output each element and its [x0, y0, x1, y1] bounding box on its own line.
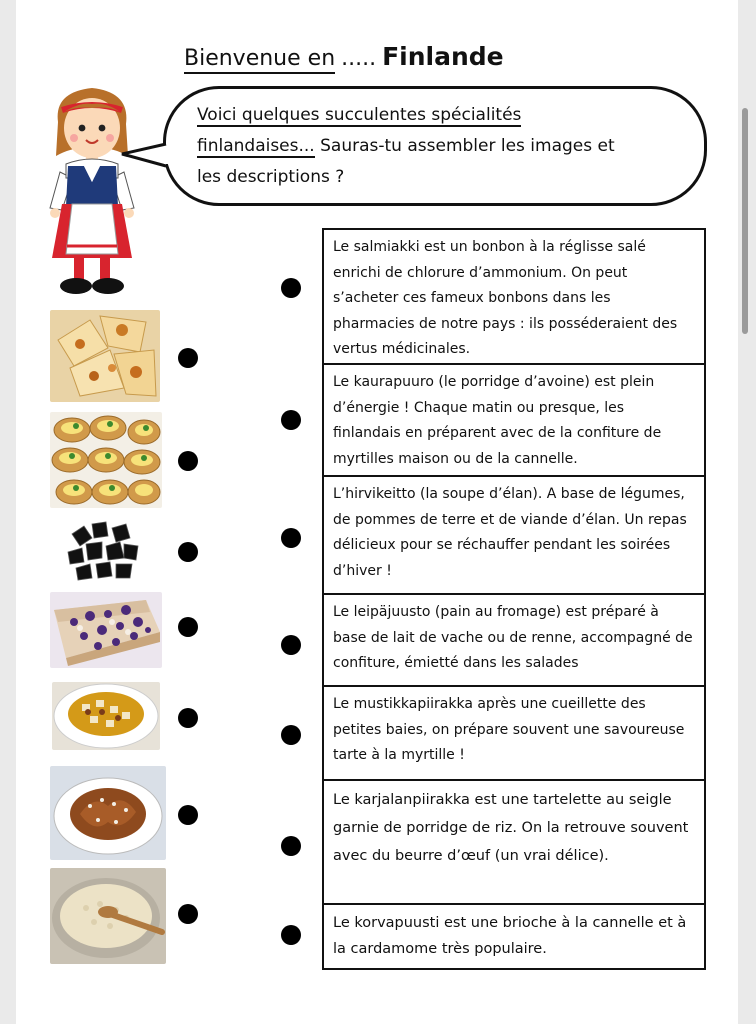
description-salmiakki: Le salmiakki est un bonbon à la réglisse salé enrichi de chlorure d’ammonium. On peut s’acheter ces fameux bonbons dans les pharmacies de notre pays : ils posséderaient des vertus médicinales. [322, 228, 706, 365]
karjalanpiirakka-photo [50, 412, 162, 508]
description-leipajuusto: Le leipäjuusto (pain au fromage) est préparé à base de lait de vache ou de renne, accompagné de confiture, émietté dans les salades [322, 593, 706, 687]
right-dot-3[interactable] [281, 528, 301, 548]
description-korvapuusti: Le korvapuusti est une brioche à la cannelle et à la cardamome très populaire. [322, 903, 706, 970]
right-dot-1[interactable] [281, 278, 301, 298]
right-dot-4[interactable] [281, 635, 301, 655]
hirvikeitto-photo [52, 682, 160, 750]
title-welcome: Bienvenue en [184, 46, 335, 74]
left-dot-2[interactable] [178, 451, 198, 471]
description-mustikkapiirakka: Le mustikkapiirakka après une cueillette des petites baies, on prépare souvent une savoureuse tarte à la myrtille ! [322, 685, 706, 781]
description-hirvikeitto: L’hirvikeitto (la soupe d’élan). A base de légumes, de pommes de terre et de viande d’élan. Un repas délicieux pour se réchauffer pendant les soirées d’hiver ! [322, 475, 706, 595]
finnish-girl-illustration [40, 82, 152, 304]
leipajuusto-photo [50, 310, 160, 402]
right-dot-6[interactable] [281, 836, 301, 856]
page-title [184, 42, 504, 71]
left-dot-6[interactable] [178, 805, 198, 825]
right-dot-5[interactable] [281, 725, 301, 745]
speech-text [197, 100, 697, 193]
korvapuusti-photo [50, 766, 166, 860]
left-dot-4[interactable] [178, 617, 198, 637]
right-dot-2[interactable] [281, 410, 301, 430]
scrollbar[interactable] [742, 108, 748, 334]
speech-line-2-rest: Sauras-tu assembler les images et [314, 136, 615, 156]
title-dots: ..... [341, 46, 377, 71]
title-country: Finlande [382, 42, 504, 71]
speech-line-2-underlined: finlandaises... [197, 136, 315, 156]
description-kaurapuuro: Le kaurapuuro (le porridge d’avoine) est plein d’énergie ! Chaque matin ou presque, les finlandais en préparent avec de la confiture de myrtilles maison ou de la cannelle. [322, 363, 706, 477]
speech-line-1: Voici quelques succulentes spécialités [197, 105, 522, 125]
mustikkapiirakka-photo [50, 592, 162, 668]
salmiakki-photo [62, 514, 146, 586]
kaurapuuro-photo [50, 868, 166, 964]
left-dot-3[interactable] [178, 542, 198, 562]
description-karjalanpiirakka: Le karjalanpiirakka est une tartelette au seigle garnie de porridge de riz. On la retrouve souvent avec du beurre d’œuf (un vrai délice). [322, 779, 706, 905]
left-dot-7[interactable] [178, 904, 198, 924]
speech-bubble-tail [120, 140, 168, 174]
left-dot-5[interactable] [178, 708, 198, 728]
right-dot-7[interactable] [281, 925, 301, 945]
left-dot-1[interactable] [178, 348, 198, 368]
speech-line-3: les descriptions ? [197, 167, 345, 187]
